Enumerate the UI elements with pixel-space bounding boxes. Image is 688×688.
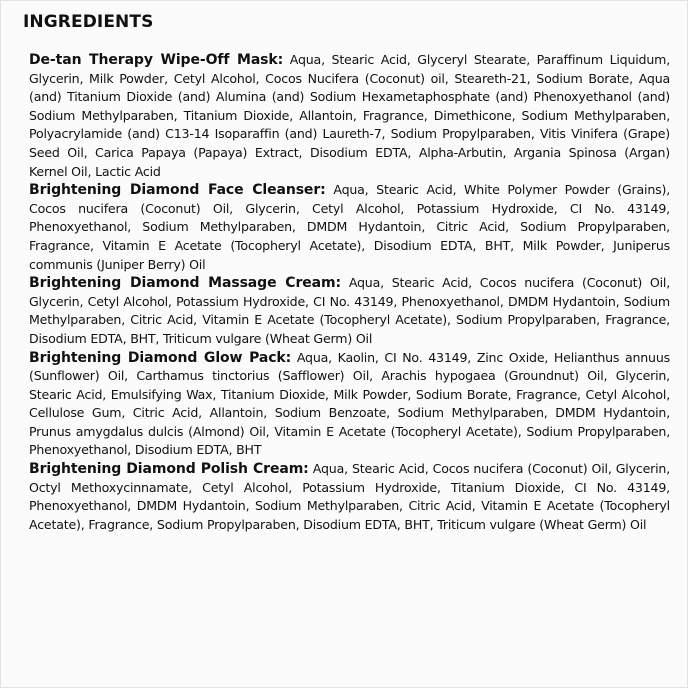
product-name: Brightening Diamond Polish Cream: — [29, 461, 309, 478]
product-name: Brightening Diamond Face Cleanser: — [29, 182, 326, 199]
ingredient-entry-face-cleanser — [29, 181, 670, 274]
ingredient-text: Aqua, Stearic Acid, Cocos nucifera (Coconut) Oil, Glycerin, Octyl Methoxycinnamate, Cetyl Alcohol, Potassium Hydroxide, Titanium Dioxide, CI No. 43149, Phenoxyethanol, DMDM Hydantoin, Sodium Methylparaben, Citric Acid, Vitamin E Acetate (Tocopheryl Acetate), Fragrance, Sodium Propylparaben, Disodium EDTA, BHT, Triticum vulgare (Wheat Germ) Oil — [29, 461, 670, 532]
ingredient-text: Aqua, Kaolin, CI No. 43149, Zinc Oxide, Helianthus annuus (Sunflower) Oil, Carthamus tinctorius (Safflower) Oil, Arachis hypogaea (Groundnut) Oil, Glycerin, Stearic Acid, Emulsifying Wax, Titanium Dioxide, Milk Powder, Sodium Borate, Fragrance, Cetyl Alcohol, Cellulose Gum, Citric Acid, Allantoin, Sodium Benzoate, Sodium Methylparaben, DMDM Hydantoin, Prunus amygdalus dulcis (Almond) Oil, Vitamin E Acetate (Tocopheryl Acetate), Sodium Propylparaben, Phenoxyethanol, Disodium EDTA, BHT — [29, 349, 670, 458]
ingredient-entry-wipe-off-mask — [29, 51, 670, 181]
ingredient-entry-glow-pack — [29, 349, 670, 461]
product-name: De-tan Therapy Wipe-Off Mask: — [29, 52, 284, 68]
ingredient-entry-polish-cream — [29, 460, 670, 534]
ingredient-text: Aqua, Stearic Acid, Cocos nucifera (Coconut) Oil, Glycerin, Cetyl Alcohol, Potassium Hydroxide, CI No. 43149, Phenoxyethanol, DMDM Hydantoin, Sodium Methylparaben, Citric Acid, Vitamin E Acetate (Tocopheryl Acetate), Sodium Propylparaben, Fragrance, Disodium EDTA, BHT, Triticum vulgare (Wheat Germ) Oil — [29, 275, 670, 346]
product-name: Brightening Diamond Massage Cream: — [29, 275, 341, 292]
ingredients-list — [29, 51, 670, 534]
page-title: INGREDIENTS — [23, 12, 154, 32]
ingredient-text: Aqua, Stearic Acid, Glyceryl Stearate, Paraffinum Liquidum, Glycerin, Milk Powder, Cetyl Alcohol, Cocos Nucifera (Coconut) oil, Steareth-21, Sodium Borate, Aqua (and) Titanium Dioxide (and) Alumina (and) Sodium Hexametaphosphate (and) Phenoxyethanol (and) Sodium Methylparaben, Titanium Dioxide, Allantoin, Fragrance, Dimethicone, Sodium Methylparaben, Polyacrylamide (and) C13-14 Isoparaffin (and) Laureth-7, Sodium Propylparaben, Vitis Vinifera (Grape) Seed Oil, Carica Papaya (Papaya) Extract, Disodium EDTA, Alpha-Arbutin, Argania Spinosa (Argan) Kernel Oil, Lactic Acid — [29, 52, 671, 179]
ingredient-entry-massage-cream — [29, 274, 670, 348]
product-name: Brightening Diamond Glow Pack: — [29, 349, 292, 366]
ingredient-text: Aqua, Stearic Acid, White Polymer Powder (Grains), Cocos nucifera (Coconut) Oil, Glycerin, Cetyl Alcohol, Potassium Hydroxide, CI No. 43149, Phenoxyethanol, Sodium Methylparaben, DMDM Hydantoin, Citric Acid, Sodium Propylparaben, Fragrance, Vitamin E Acetate (Tocopheryl Acetate), Disodium EDTA, BHT, Milk Powder, Juniperus communis (Juniper Berry) Oil — [29, 182, 671, 272]
